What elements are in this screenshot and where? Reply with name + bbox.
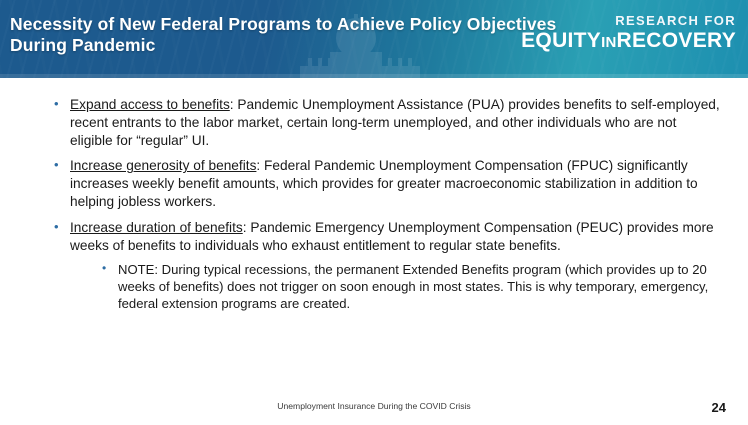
bullet-glyph-icon: • bbox=[54, 218, 59, 234]
list-item bbox=[48, 157, 720, 210]
slide-body bbox=[48, 96, 720, 320]
bullet-text-1: : Pandemic Unemployment Assistance (PUA) provides benefits to self-employed, recent entrants to the labor market, certain long-term unemployed, and other individuals who are not eligible for “regular” UI. bbox=[70, 97, 720, 148]
brand-logo-equity: EQUITY bbox=[521, 29, 602, 52]
brand-logo-line1: RESEARCH FOR bbox=[615, 13, 736, 28]
sub-bullet-wrapper bbox=[96, 261, 720, 312]
sub-bullet-text-1: NOTE: During typical recessions, the permanent Extended Benefits program (which provides up to 20 weeks of benefits) does not trigger on soon enough in most states. This is why temporary, emergency, federal extension programs are created. bbox=[118, 261, 709, 311]
bullet-lead-3: Increase duration of benefits bbox=[70, 219, 243, 235]
bullet-glyph-icon: • bbox=[54, 157, 59, 173]
list-item bbox=[48, 96, 720, 149]
bullet-list bbox=[48, 96, 720, 312]
footer-note: Unemployment Insurance During the COVID Crisis bbox=[277, 401, 471, 411]
list-item bbox=[96, 261, 720, 312]
brand-logo-recovery: RECOVERY bbox=[616, 29, 736, 52]
brand-logo bbox=[521, 14, 736, 51]
page-number: 24 bbox=[711, 400, 726, 415]
bullet-glyph-icon: • bbox=[102, 260, 107, 275]
sub-bullet-list bbox=[96, 261, 720, 312]
bullet-text-2: : Federal Pandemic Unemployment Compensation (FPUC) significantly increases weekly benefit amounts, which provides for greater macroeconomic stabilization in addition to helping jobless workers. bbox=[70, 158, 698, 210]
list-item bbox=[48, 219, 720, 312]
bullet-glyph-icon: • bbox=[54, 96, 59, 111]
slide-header-banner bbox=[0, 0, 748, 78]
header-bottom-stripe bbox=[0, 74, 748, 78]
page-title: Necessity of New Federal Programs to Achieve Policy Objectives During Pandemic bbox=[10, 14, 557, 55]
brand-logo-line2 bbox=[521, 30, 736, 51]
bullet-lead-2: Increase generosity of benefits bbox=[70, 158, 257, 174]
bullet-text-3: : Pandemic Emergency Unemployment Compensation (PEUC) provides more weeks of benefits to individuals who exhaust entitlement to regular state benefits. bbox=[70, 219, 714, 253]
brand-logo-in: IN bbox=[601, 34, 617, 51]
bullet-lead-1: Expand access to benefits bbox=[70, 97, 230, 112]
